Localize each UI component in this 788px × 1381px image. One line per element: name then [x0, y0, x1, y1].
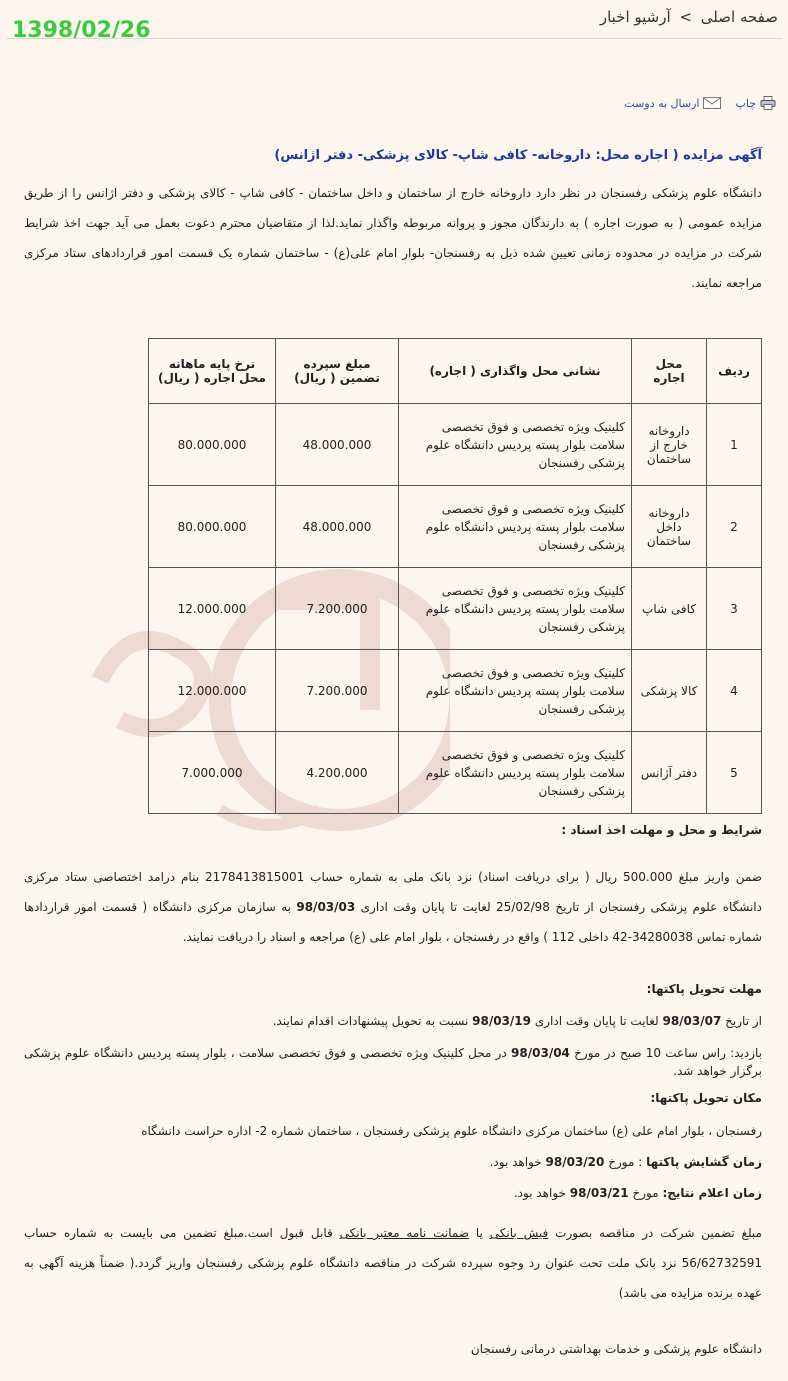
row-deposit: 7.200.000 — [276, 568, 399, 650]
header-address: نشانی محل واگذاری ( اجاره) — [399, 339, 632, 404]
guarantee-b: یا — [475, 1226, 483, 1240]
opening-date: 98/03/20 — [545, 1155, 605, 1169]
row-rate: 12.000.000 — [149, 568, 276, 650]
header-divider — [6, 38, 782, 39]
location-title: مکان تحویل پاکتها: — [650, 1091, 762, 1105]
row-rate: 7.000.000 — [149, 732, 276, 814]
row-place: داروخانه داخل ساختمان — [632, 486, 707, 568]
row-rate: 80.000.000 — [149, 486, 276, 568]
row-address: کلینیک ویژه تخصصی و فوق تخصصی سلامت بلوار پسته پردیس دانشگاه علوم پزشکی رفسنجان — [399, 568, 632, 650]
deadline-to-date: 98/03/19 — [472, 1014, 532, 1028]
row-deposit: 48.000.000 — [276, 404, 399, 486]
opening-label: زمان گشایش پاکتها — [646, 1155, 762, 1169]
deadline-from-date: 98/03/07 — [662, 1014, 722, 1028]
row-address: کلینیک ویژه تخصصی و فوق تخصصی سلامت بلوار پسته پردیس دانشگاه علوم پزشکی رفسنجان — [399, 732, 632, 814]
print-button[interactable] — [735, 96, 776, 110]
table-row — [149, 486, 762, 568]
guarantee-bank-receipt: فیش بانکی — [489, 1226, 549, 1240]
row-number: 5 — [707, 732, 762, 814]
visit-text-a: بازدید: راس ساعت 10 صبح در مورخ — [574, 1046, 762, 1060]
conditions-text-a: ضمن واریز مبلغ 500.000 ریال ( برای دریافت اسناد) نزد بانک ملی به شماره حساب 2178413815001 بنام درامد اختصاصی ستاد مرکزی دانشگاه علوم پزشکی رفسنجان از تاریخ 25/02/98 لغایت تا پایان وقت اداری — [24, 870, 762, 914]
envelope-icon — [703, 97, 721, 109]
deadline-text — [24, 1012, 762, 1030]
guarantee-c: قابل قبول است.مبلغ تضمین می بایست به شماره حساب 56/62732591 نزد بانک ملت تحت عنوان رد وجوه سپرده شرکت در مناقصه دانشگاه علوم پزشکی رفسنجان واریز گردد.( ضمناً هزینه آگهی به عهده برنده مزایده می باشد) — [24, 1226, 762, 1300]
header-deposit: مبلغ سپرده تضمین ( ریال) — [276, 339, 399, 404]
breadcrumb-separator: > — [679, 8, 693, 26]
send-to-friend-button[interactable] — [624, 97, 721, 110]
opening-text — [24, 1153, 762, 1171]
row-place: کالا پزشکی — [632, 650, 707, 732]
table-row — [149, 404, 762, 486]
table-row — [149, 568, 762, 650]
results-post: خواهد بود. — [513, 1186, 566, 1200]
signature: دانشگاه علوم پزشکی و خدمات بهداشتی درمانی رفسنجان — [470, 1342, 762, 1356]
send-to-friend-label: ارسال به دوست — [624, 96, 700, 110]
conditions-date: 98/03/03 — [296, 900, 356, 914]
date-stamp: 1398/02/26 — [12, 18, 151, 43]
row-rate: 12.000.000 — [149, 650, 276, 732]
conditions-text-b: به سازمان مرکزی دانشگاه ( قسمت امور قراردادها شماره تماس 34280038-42 داخلی 112 ) واقع در رفسنجان ، بلوار امام علی (ع) مراجعه و اسناد را دریافت نمایند. — [24, 900, 762, 944]
header-row-number: ردیف — [707, 339, 762, 404]
deadline-from-label: از تاریخ — [725, 1014, 762, 1028]
table-header-row — [149, 339, 762, 404]
location-text: رفسنجان ، بلوار امام علی (ع) ساختمان مرکزی دانشگاه علوم پزشکی رفسنجان ، ساختمان شماره 2- اداره حراست دانشگاه — [141, 1124, 762, 1138]
visit-date: 98/03/04 — [511, 1046, 570, 1060]
row-place: داروخانه خارج از ساختمان — [632, 404, 707, 486]
deadline-mid: لغایت تا پایان وقت اداری — [534, 1014, 659, 1028]
visit-text-b: در محل کلینیک ویژه تخصصی و فوق تخصصی سلامت ، بلوار پسته پردیس دانشگاه علوم پزشکی برگزار خواهد شد. — [24, 1046, 762, 1078]
breadcrumb-archive[interactable]: آرشیو اخبار — [599, 8, 671, 26]
results-date: 98/03/21 — [569, 1186, 629, 1200]
breadcrumb — [596, 8, 778, 26]
header-rental-place: محل اجاره — [632, 339, 707, 404]
page-title: آگهی مزایده ( اجاره محل: داروخانه- کافی شاپ- کالای پزشکی- دفتر اژانس) — [274, 148, 762, 163]
row-deposit: 48.000.000 — [276, 486, 399, 568]
visit-text — [24, 1044, 762, 1080]
row-place: دفتر آژانس — [632, 732, 707, 814]
auction-table — [148, 338, 762, 814]
row-address: کلینیک ویژه تخصصی و فوق تخصصی سلامت بلوار پسته پردیس دانشگاه علوم پزشکی رفسنجان — [399, 650, 632, 732]
opening-post: خواهد بود. — [489, 1155, 542, 1169]
conditions-title: شرایط و محل و مهلت اخذ اسناد : — [561, 823, 762, 837]
row-place: کافی شاپ — [632, 568, 707, 650]
guarantee-a: مبلغ تضمین شرکت در مناقصه بصورت — [555, 1226, 762, 1240]
row-number: 2 — [707, 486, 762, 568]
print-label: چاپ — [735, 96, 756, 110]
breadcrumb-home[interactable]: صفحه اصلی — [700, 8, 778, 26]
guarantee-text — [24, 1218, 762, 1308]
row-address: کلینیک ویژه تخصصی و فوق تخصصی سلامت بلوار پسته پردیس دانشگاه علوم پزشکی رفسنجان — [399, 486, 632, 568]
row-address: کلینیک ویژه تخصصی و فوق تخصصی سلامت بلوار پسته پردیس دانشگاه علوم پزشکی رفسنجان — [399, 404, 632, 486]
deadline-end: نسبت به تحویل پیشنهادات اقدام نمایند. — [272, 1014, 469, 1028]
deadline-title: مهلت تحویل پاکتها: — [646, 982, 762, 996]
results-label: زمان اعلام نتایج: — [662, 1186, 762, 1200]
row-deposit: 4.200.000 — [276, 732, 399, 814]
results-pre: مورخ — [632, 1186, 659, 1200]
table-row — [149, 650, 762, 732]
row-number: 3 — [707, 568, 762, 650]
row-rate: 80.000.000 — [149, 404, 276, 486]
table-row — [149, 732, 762, 814]
printer-icon — [760, 96, 776, 110]
results-text — [24, 1184, 762, 1202]
guarantee-bank-letter: ضمانت نامه معتبر بانکی — [339, 1226, 470, 1240]
header-monthly-rate: نرخ پایه ماهانه محل اجاره ( ریال) — [149, 339, 276, 404]
intro-paragraph: دانشگاه علوم پزشکی رفسنجان در نظر دارد داروخانه خارج از ساختمان و داخل ساختمان - کافی شاپ - کالای پزشکی و دفتر اژانس را از طریق مزایده عمومی ( به صورت اجاره ) به دارندگان مجوز و پروانه مربوطه واگذار نماید.لذا از متقاضیان محترم دعوت بعمل می آید جهت اخذ شرایط شرکت در مزایده در محدوده زمانی تعیین شده ذیل به رفسنجان- بلوار امام علی(ع) - ساختمان شماره یک قسمت امور قراردادهای ستاد مرکزی مراجعه نمایند. — [24, 186, 762, 290]
row-number: 1 — [707, 404, 762, 486]
row-deposit: 7.200.000 — [276, 650, 399, 732]
conditions-text — [24, 862, 762, 952]
row-number: 4 — [707, 650, 762, 732]
toolbar — [624, 96, 776, 110]
opening-pre: : مورخ — [608, 1155, 643, 1169]
